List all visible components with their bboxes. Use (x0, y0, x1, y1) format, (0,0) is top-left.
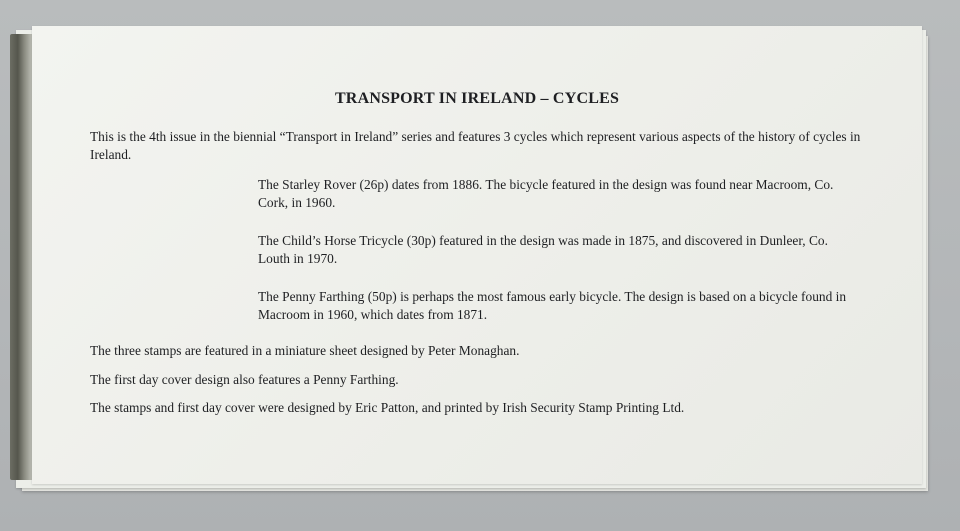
info-card (32, 26, 922, 484)
designer-printer-note: The stamps and first day cover were designed by Eric Patton, and printed by Irish Security Stamp Printing Ltd. (90, 400, 685, 415)
stamp-description-starley-rover: The Starley Rover (26p) dates from 1886. The bicycle featured in the design was found near Macroom, Co. Cork, in 1960. (258, 177, 834, 210)
stamp-description-horse-tricycle: The Child’s Horse Tricycle (30p) featured in the design was made in 1875, and discovered in Dunleer, Co. Louth in 1970. (258, 233, 828, 266)
intro-paragraph: This is the 4th issue in the biennial “Transport in Ireland” series and features 3 cycles which represent various aspects of the history of cycles in Ireland. (90, 129, 861, 162)
page-title: TRANSPORT IN IRELAND – CYCLES (334, 90, 620, 107)
stamp-description-penny-farthing: The Penny Farthing (50p) is perhaps the most famous early bicycle. The design is based on a bicycle found in Macroom in 1960, which dates from 1871. (258, 289, 847, 322)
first-day-cover-note: The first day cover design also features a Penny Farthing. (90, 372, 399, 387)
miniature-sheet-note: The three stamps are featured in a miniature sheet designed by Peter Monaghan. (90, 343, 520, 358)
